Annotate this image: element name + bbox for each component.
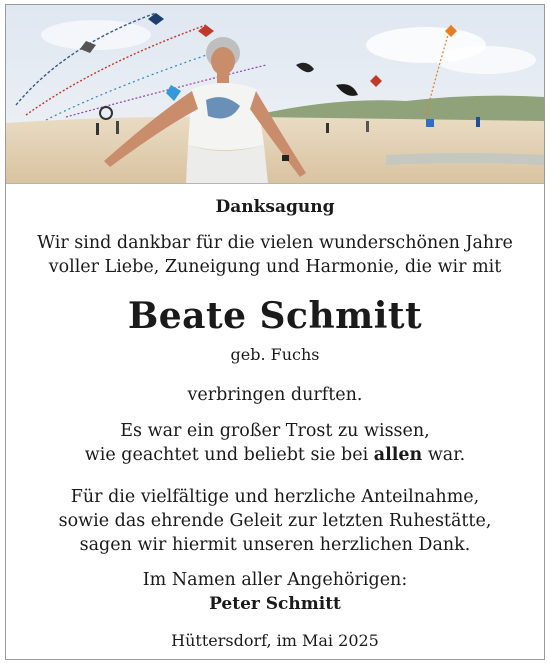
comfort-line-1: Es war ein großer Trost zu wissen, [120, 421, 430, 441]
photo-illustration [6, 5, 544, 183]
beach-kite-photo [6, 5, 544, 184]
maiden-name: geb. Fuchs [230, 345, 320, 364]
comfort-text-after: war. [422, 445, 466, 465]
intro-line-1: Wir sind dankbar für die vielen wunderschönen Jahre [37, 233, 513, 253]
thanks-line-1: Für die vielfältige und herzliche Anteilnahme, [70, 487, 480, 507]
comfort-line-2 [6, 445, 544, 465]
deceased-name: Beate Schmitt [127, 295, 423, 337]
comfort-text-before: wie geachtet und beliebt sie bei [84, 445, 374, 465]
notice-heading: Danksagung [215, 197, 335, 217]
thanks-line-2: sowie das ehrende Geleit zur letzten Ruhestätte, [58, 511, 492, 531]
signature-intro: Im Namen aller Angehörigen: [142, 570, 408, 590]
signature-name: Peter Schmitt [209, 594, 341, 614]
intro-line-3: verbringen durften. [187, 385, 363, 405]
intro-line-2: voller Liebe, Zuneigung und Harmonie, die wir mit [48, 257, 502, 277]
obituary-notice [5, 4, 545, 660]
place-date: Hüttersdorf, im Mai 2025 [171, 631, 379, 650]
comfort-emphasis: allen [373, 445, 423, 465]
thanks-line-3: sagen wir hiermit unseren herzlichen Dank. [79, 535, 471, 555]
